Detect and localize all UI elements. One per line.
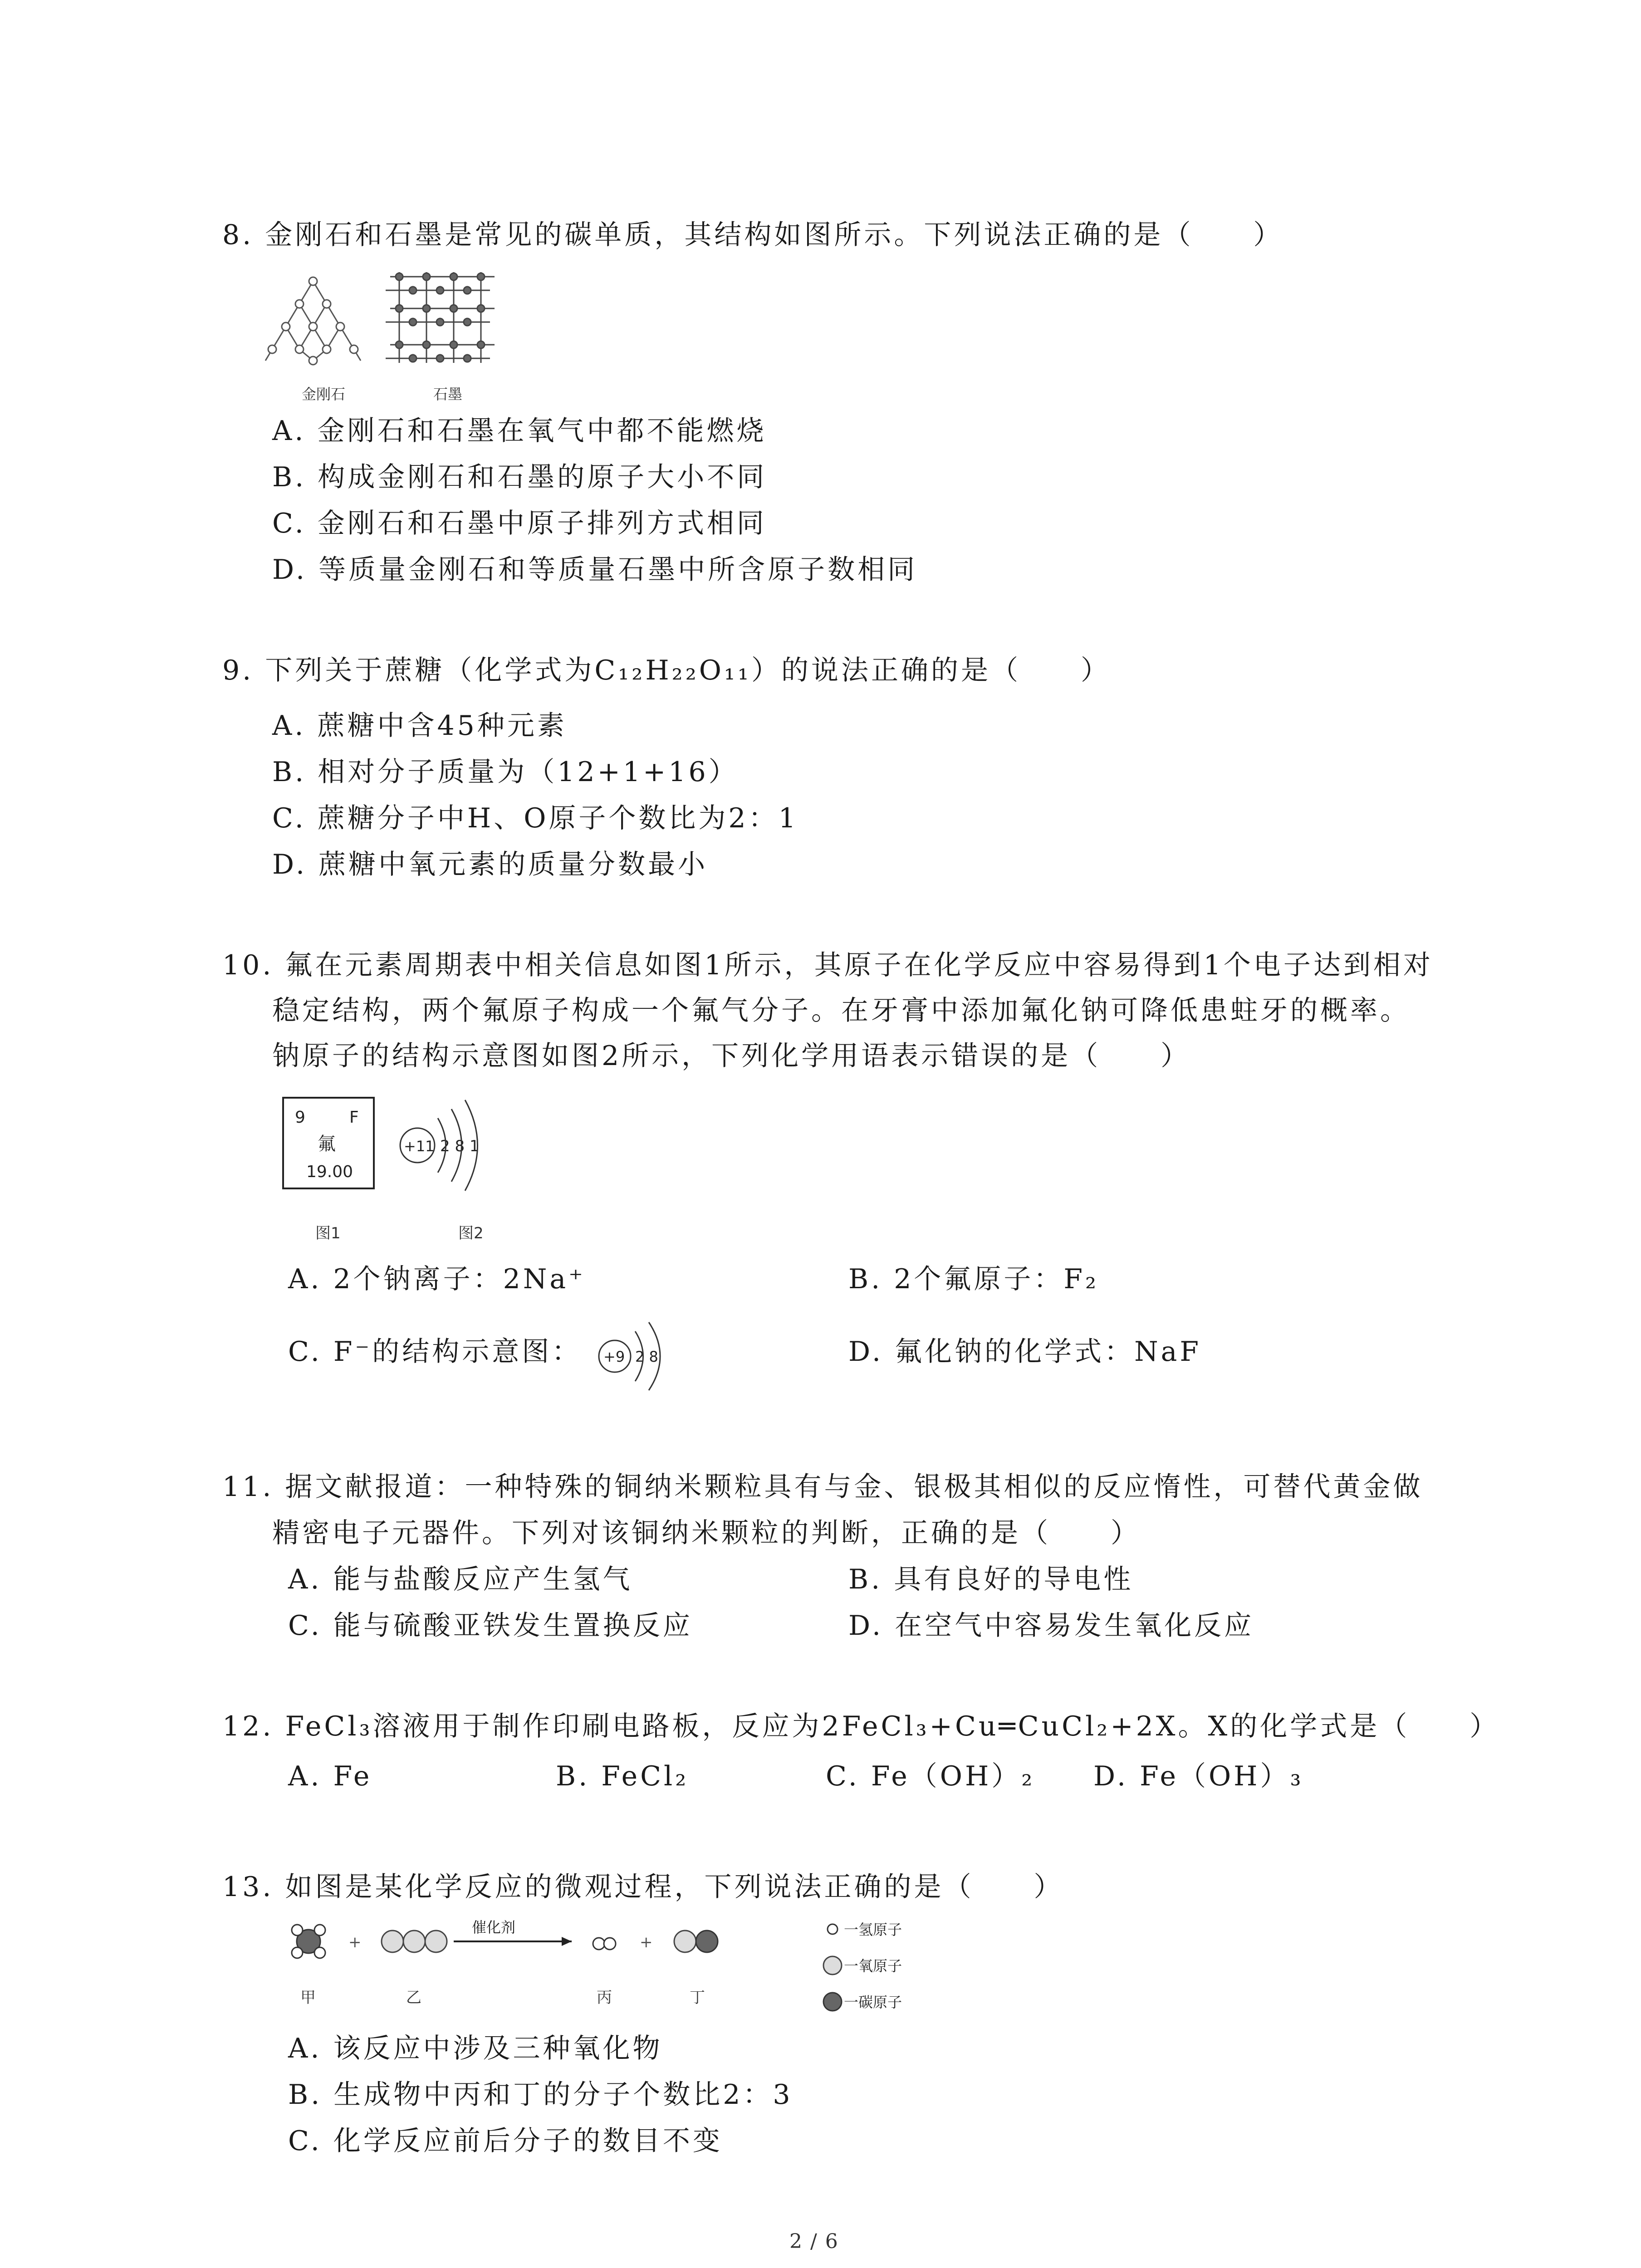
q9-option-c: C. 蔗糖分子中H、O原子个数比为2：1 <box>272 802 798 834</box>
catalyst-label: 催化剂 <box>472 1919 516 1936</box>
q11-option-c: C. 能与硫酸亚铁发生置换反应 <box>288 1610 693 1642</box>
q10-option-d: D. 氟化钠的化学式：NaF <box>848 1336 1202 1368</box>
legend-hydrogen: 一氢原子 <box>844 1921 902 1938</box>
q13-option-b: B. 生成物中丙和丁的分子个数比2：3 <box>288 2079 793 2111</box>
label-ding: 丁 <box>690 1989 705 2007</box>
q10-figures <box>281 1084 535 1256</box>
diamond-label: 金刚石 <box>302 386 346 403</box>
q11-option-d: D. 在空气中容易发生氧化反应 <box>848 1610 1254 1642</box>
q9-stem: 9. 下列关于蔗糖（化学式为C₁₂H₂₂O₁₁）的说法正确的是（ ） <box>222 655 1111 686</box>
q10-stem-line3: 钠原子的结构示意图如图2所示，下列化学用语表示错误的是（ ） <box>272 1040 1191 1072</box>
q9-option-a: A. 蔗糖中含45种元素 <box>272 710 567 742</box>
fig1-label: 图1 <box>315 1224 341 1242</box>
legend-hydrogen-icon <box>828 1924 838 1934</box>
element-symbol: F <box>349 1108 359 1127</box>
q9-option-d: D. 蔗糖中氧元素的质量分数最小 <box>272 849 708 880</box>
legend-carbon-icon <box>823 1993 842 2011</box>
graphite-structure-image <box>386 272 495 363</box>
q10-option-a: A. 2个钠离子：2Na⁺ <box>288 1263 586 1295</box>
plus-sign-2: + <box>640 1933 653 1951</box>
q12-option-d: D. Fe（OH）₃ <box>1093 1760 1304 1792</box>
na-shells-label: 2 8 1 <box>440 1137 480 1155</box>
plus-sign-1: + <box>348 1933 362 1951</box>
label-jia: 甲 <box>300 1989 316 2007</box>
q8-structures-figure <box>263 263 517 408</box>
q9-option-b: B. 相对分子质量为（12+1+16） <box>272 756 739 788</box>
q10-stem-line2: 稳定结构，两个氟原子构成一个氟气分子。在牙膏中添加氟化钠可降低患蛀牙的概率。 <box>272 995 1410 1026</box>
q8-option-c: C. 金刚石和石墨中原子排列方式相同 <box>272 508 767 539</box>
element-name: 氟 <box>318 1134 336 1154</box>
molecule-ding <box>674 1931 718 1952</box>
q13-option-c: C. 化学反应前后分子的数目不变 <box>288 2125 723 2157</box>
label-bing: 丙 <box>597 1989 612 2007</box>
legend-oxygen-icon <box>823 1956 842 1975</box>
q13-stem: 13. 如图是某化学反应的微观过程，下列说法正确的是（ ） <box>222 1871 1064 1903</box>
q13-option-a: A. 该反应中涉及三种氧化物 <box>288 2033 663 2064</box>
element-number: 9 <box>295 1108 305 1127</box>
page-number: 2 / 6 <box>789 2230 839 2253</box>
na-nucleus-label: +11 <box>404 1138 435 1155</box>
q10-option-c: C. F⁻的结构示意图： <box>288 1336 582 1368</box>
element-mass: 19.00 <box>306 1163 353 1181</box>
q12-option-a: A. Fe <box>288 1760 372 1792</box>
legend-carbon: 一碳原子 <box>844 1994 902 2011</box>
q12-stem: 12. FeCl₃溶液用于制作印刷电路板，反应为2FeCl₃+Cu═CuCl₂+2X。X的化学式是（ ） <box>222 1711 1500 1742</box>
f-shells-label: 2 8 <box>635 1348 658 1365</box>
molecule-jia <box>292 1925 325 1958</box>
q13-reaction-figure <box>281 1912 971 2016</box>
diamond-structure-image <box>265 277 361 365</box>
legend-oxygen: 一氧原子 <box>844 1957 902 1975</box>
q10-stem-line1: 10. 氟在元素周期表中相关信息如图1所示，其原子在化学反应中容易得到1个电子达到相对 <box>222 949 1433 981</box>
molecule-yi <box>382 1931 447 1952</box>
f-nucleus-label: +9 <box>603 1348 625 1365</box>
q12-option-b: B. FeCl₂ <box>556 1760 689 1792</box>
q10-option-b: B. 2个氟原子：F₂ <box>848 1263 1099 1295</box>
molecule-bing <box>593 1938 616 1950</box>
q8-option-d: D. 等质量金刚石和等质量石墨中所含原子数相同 <box>272 554 918 586</box>
graphite-label: 石墨 <box>433 386 463 403</box>
reaction-arrowhead <box>562 1937 572 1946</box>
q11-stem-line1: 11. 据文献报道：一种特殊的铜纳米颗粒具有与金、银极其相似的反应惰性，可替代黄金做 <box>222 1471 1423 1503</box>
q12-option-c: C. Fe（OH）₂ <box>826 1760 1035 1792</box>
q8-option-a: A. 金刚石和石墨在氧气中都不能燃烧 <box>272 415 767 447</box>
q11-option-b: B. 具有良好的导电性 <box>848 1564 1134 1595</box>
label-yi: 乙 <box>406 1989 421 2007</box>
fluoride-ion-diagram <box>590 1311 690 1402</box>
q11-stem-line2: 精密电子元器件。下列对该铜纳米颗粒的判断，正确的是（ ） <box>272 1517 1141 1549</box>
q8-stem: 8. 金刚石和石墨是常见的碳单质，其结构如图所示。下列说法正确的是（ ） <box>222 219 1283 251</box>
fig2-label: 图2 <box>458 1224 484 1242</box>
q8-option-b: B. 构成金刚石和石墨的原子大小不同 <box>272 461 767 493</box>
q11-option-a: A. 能与盐酸反应产生氢气 <box>288 1564 633 1595</box>
